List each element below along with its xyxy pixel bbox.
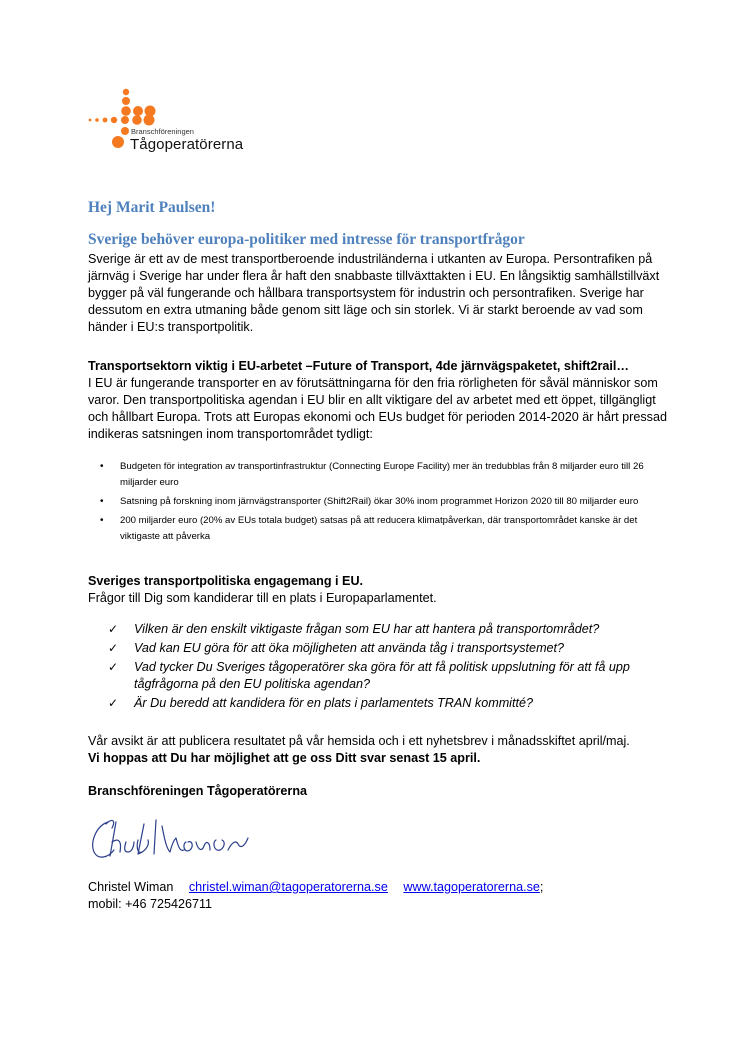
bullet-icon: • — [100, 496, 104, 507]
question-text: Vad kan EU göra för att öka möjligheten att använda tåg i transportsystemet? — [134, 641, 565, 655]
contact-name: Christel Wiman — [88, 880, 174, 894]
question-list — [88, 621, 668, 714]
logo-org-name: Tågoperatörerna — [130, 136, 244, 153]
logo-org-small: Branschföreningen — [131, 127, 194, 136]
section2-body: Frågor till Dig som kandiderar till en plats i Europaparlamentet. — [88, 591, 437, 605]
question-text: Vilken är den enskilt viktigaste frågan som EU har att hantera på transportområdet? — [134, 622, 600, 636]
section1-title: Transportsektorn viktig i EU-arbetet –Future of Transport, 4de järnvägspaketet, shift2rail… — [88, 359, 629, 373]
list-item — [88, 659, 668, 693]
contact-mobile: mobil: +46 725426711 — [88, 897, 213, 911]
list-item — [88, 695, 668, 712]
greeting: Hej Marit Paulsen! — [88, 199, 216, 216]
section2-title: Sveriges transportpolitiska engagemang i EU. — [88, 574, 364, 588]
bullet-text: 200 miljarder euro (20% av EUs totala budget) satsas på att reducera klimatpåverkan, där transportområdet kanske är det viktigaste att påverka — [120, 515, 638, 542]
budget-bullet-list — [88, 459, 668, 548]
intro-paragraph: Sverige är ett av de mest transportberoende industriländerna i utkanten av Europa. Persontrafiken på järnväg i Sverige har under flera år haft den snabbaste tillväxttakten i EU. En långsiktig samhällstillväxt bygger på väl fungerande och hållbara transportsystem för industrin och persontrafiken. Sverige har dessutom en extra utmaning både genom sitt läge och sin storlek. Vi är starkt beroende av vad som händer i EU:s transportpolitik. — [88, 252, 660, 334]
contact-line — [88, 879, 668, 896]
bullet-text: Satsning på forskning inom järnvägstransporter (Shift2Rail) ökar 30% inom programmet Horizon 2020 till 80 miljarder euro — [120, 496, 639, 507]
bullet-text: Budgeten för integration av transportinfrastruktur (Connecting Europe Facility) mer än tredubblas från 8 miljarder euro till 26 miljarder euro — [120, 461, 644, 488]
checkmark-icon: ✓ — [108, 660, 119, 674]
closing-paragraph: Vår avsikt är att publicera resultatet på vår hemsida och i ett nyhetsbrev i månadsskiftet april/maj. — [88, 734, 630, 748]
deadline-text: Vi hoppas att Du har möjlighet att ge oss Ditt svar senast 15 april. — [88, 751, 481, 765]
checkmark-icon: ✓ — [108, 641, 119, 655]
list-item — [88, 640, 668, 657]
checkmark-icon: ✓ — [108, 622, 119, 636]
signature-image — [86, 812, 286, 866]
checkmark-icon: ✓ — [108, 696, 119, 710]
question-text: Vad tycker Du Sveriges tågoperatörer ska göra för att få politisk uppslutning för att få upp tågfrågorna på den EU politiska agendan? — [134, 660, 630, 691]
headline: Sverige behöver europa-politiker med intresse för transportfrågor — [88, 231, 525, 248]
section1-body: I EU är fungerande transporter en av förutsättningarna för den fria rörligheten för såväl människor som varor. Den transportpolitiska agendan i EU blir en allt viktigare del av arbetet med ett öppet, tillgängligt och hållbart Europa. Trots att Europas ekonomi och EUs budget för perioden 2014-2020 är hårt pressad indikeras satsningen inom transportområdet tydligt: — [88, 376, 667, 441]
contact-suffix: ; — [539, 880, 544, 894]
list-item — [88, 513, 668, 545]
question-text: Är Du beredd att kandidera för en plats i parlamentets TRAN kommitté? — [134, 696, 533, 710]
bullet-icon: • — [100, 515, 104, 526]
email-link[interactable]: christel.wiman@tagoperatorerna.se — [188, 880, 388, 894]
list-item — [88, 459, 668, 491]
website-link[interactable]: www.tagoperatorerna.se — [403, 880, 540, 894]
org-signoff: Branschföreningen Tågoperatörerna — [88, 784, 308, 798]
list-item — [88, 494, 668, 510]
bullet-icon: • — [100, 461, 104, 472]
list-item — [88, 621, 668, 638]
